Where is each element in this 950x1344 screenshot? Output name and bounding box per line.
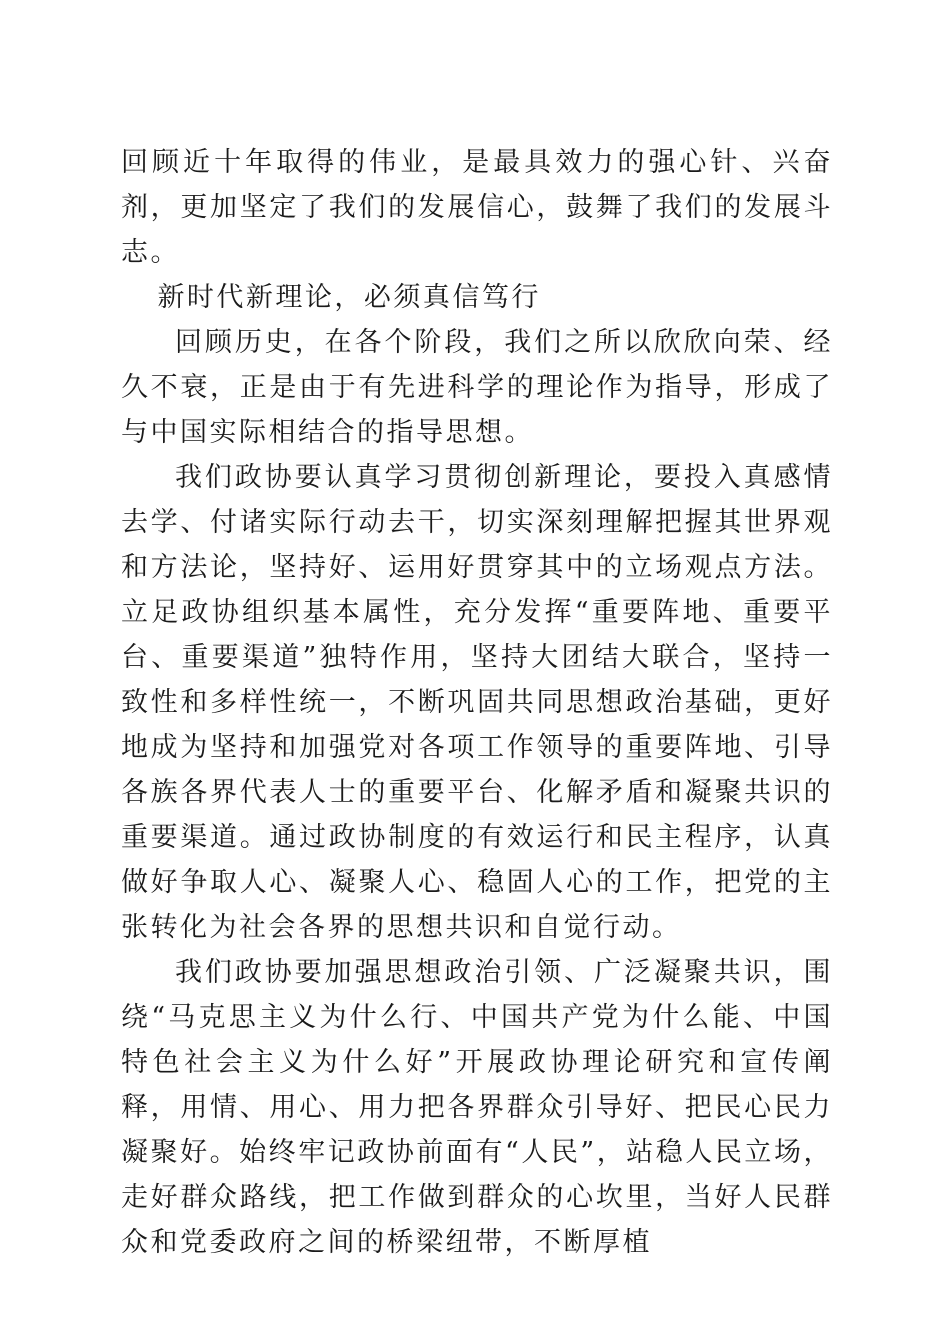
paragraph-theory-study: 我们政协要认真学习贯彻创新理论，要投入真感情去学、付诸实际行动去干，切实深刻理解把握其世界观和方法论，坚持好、运用好贯穿其中的立场观点方法。立足政协组织基本属性，充分发挥“重要阵地、重要平台、重要渠道”独特作用，坚持大团结大联合，坚持一致性和多样性统一，不断巩固共同思想政治基础，更好地成为坚持和加强党对各项工作领导的重要阵地、引导各族各界代表人士的重要平台、化解矛盾和凝聚共识的重要渠道。通过政协制度的有效运行和民主程序，认真做好争取人心、凝聚人心、稳固人心的工作，把党的主张转化为社会各界的思想共识和自觉行动。 xyxy=(121,462,833,943)
document-body xyxy=(121,140,833,1265)
paragraph-continuation: 回顾近十年取得的伟业，是最具效力的强心针、兴奋剂，更加坚定了我们的发展信心，鼓舞了我们的发展斗志。 xyxy=(121,147,833,268)
paragraph-history: 回顾历史，在各个阶段，我们之所以欣欣向荣、经久不衰，正是由于有先进科学的理论作为指导，形成了与中国实际相结合的指导思想。 xyxy=(121,327,833,448)
paragraph-political-guidance: 我们政协要加强思想政治引领、广泛凝聚共识，围绕“马克思主义为什么行、中国共产党为什么能、中国特色社会主义为什么好”开展政协理论研究和宣传阐释，用情、用心、用力把各界群众引导好、把民心民力凝聚好。始终牢记政协前面有“人民”，站稳人民立场，走好群众路线，把工作做到群众的心坎里，当好人民群众和党委政府之间的桥梁纽带，不断厚植 xyxy=(121,957,833,1258)
section-heading: 新时代新理论，必须真信笃行 xyxy=(157,282,541,313)
